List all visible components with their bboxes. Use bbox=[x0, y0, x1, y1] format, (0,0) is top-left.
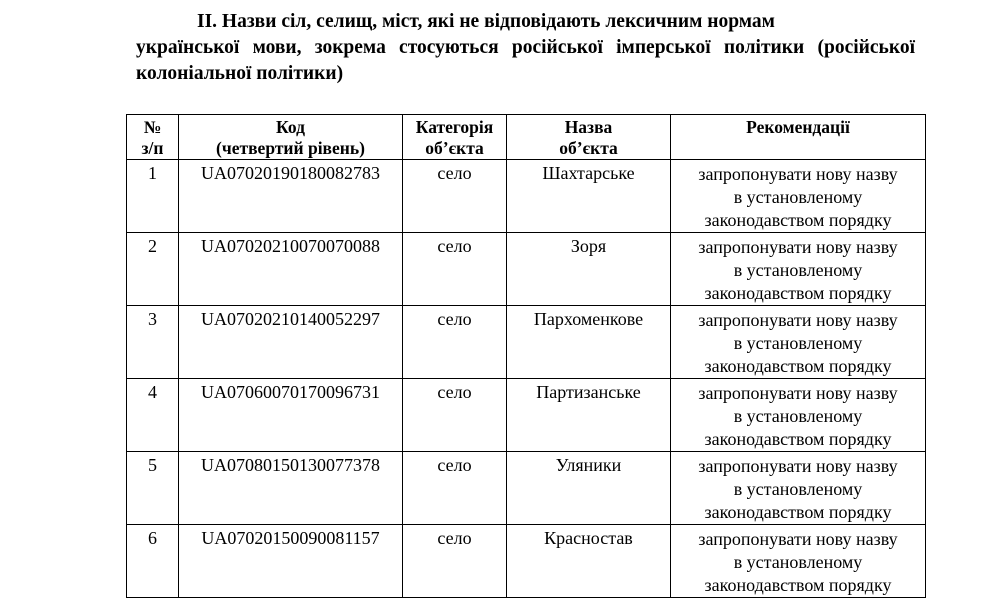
cell-number: 3 bbox=[127, 306, 179, 379]
cell-category: село bbox=[403, 452, 507, 525]
header-name-line-1: Назва bbox=[564, 117, 613, 137]
recommendation-line-3: законодавством порядку bbox=[704, 283, 892, 303]
cell-code: UA07080150130077378 bbox=[179, 452, 403, 525]
header-name-line-2: об’єкта bbox=[559, 138, 618, 158]
recommendation-line-3: законодавством порядку bbox=[704, 429, 892, 449]
recommendation-line-2: в установленому bbox=[733, 552, 863, 572]
table-row bbox=[127, 160, 926, 233]
recommendation-line-3: законодавством порядку bbox=[704, 356, 892, 376]
table-header-row bbox=[127, 115, 926, 160]
header-recommendation-label: Рекомендації bbox=[746, 117, 850, 137]
header-recommendation bbox=[671, 115, 926, 160]
cell-number: 6 bbox=[127, 525, 179, 598]
recommendation-line-3: законодавством порядку bbox=[704, 502, 892, 522]
header-code-line-1: Код bbox=[276, 117, 305, 137]
header-code-line-2: (четвертий рівень) bbox=[216, 138, 365, 158]
cell-number: 4 bbox=[127, 379, 179, 452]
table-row bbox=[127, 233, 926, 306]
cell-category: село bbox=[403, 306, 507, 379]
recommendation-line-2: в установленому bbox=[733, 406, 863, 426]
cell-recommendation bbox=[671, 379, 926, 452]
heading-line-1: ІІ. Назви сіл, селищ, міст, які не відповідають лексичним нормам bbox=[197, 11, 775, 32]
cell-category: село bbox=[403, 160, 507, 233]
cell-recommendation bbox=[671, 233, 926, 306]
cell-name: Уляники bbox=[507, 452, 671, 525]
table-row bbox=[127, 525, 926, 598]
cell-category: село bbox=[403, 379, 507, 452]
cell-code: UA07020150090081157 bbox=[179, 525, 403, 598]
recommendation-line-1: запропонувати нову назву bbox=[698, 310, 898, 330]
table-row bbox=[127, 379, 926, 452]
recommendation-line-3: законодавством порядку bbox=[704, 575, 892, 595]
section-heading bbox=[136, 9, 915, 87]
recommendation-line-1: запропонувати нову назву bbox=[698, 383, 898, 403]
cell-recommendation bbox=[671, 160, 926, 233]
cell-name: Шахтарське bbox=[507, 160, 671, 233]
recommendation-line-1: запропонувати нову назву bbox=[698, 529, 898, 549]
cell-name: Пархоменкове bbox=[507, 306, 671, 379]
recommendation-line-1: запропонувати нову назву bbox=[698, 456, 898, 476]
settlements-table bbox=[126, 114, 926, 598]
cell-recommendation bbox=[671, 525, 926, 598]
recommendation-line-2: в установленому bbox=[733, 333, 863, 353]
cell-category: село bbox=[403, 525, 507, 598]
cell-code: UA07060070170096731 bbox=[179, 379, 403, 452]
recommendation-line-2: в установленому bbox=[733, 479, 863, 499]
cell-code: UA07020210070070088 bbox=[179, 233, 403, 306]
table-row bbox=[127, 306, 926, 379]
cell-code: UA07020210140052297 bbox=[179, 306, 403, 379]
table-row bbox=[127, 452, 926, 525]
heading-line-3: (російської колоніальної політики) bbox=[136, 37, 916, 84]
header-category-line-1: Категорія bbox=[415, 117, 494, 137]
cell-number: 1 bbox=[127, 160, 179, 233]
header-category bbox=[403, 115, 507, 160]
cell-name: Красностав bbox=[507, 525, 671, 598]
header-category-line-2: об’єкта bbox=[425, 138, 484, 158]
recommendation-line-1: запропонувати нову назву bbox=[698, 237, 898, 257]
cell-number: 2 bbox=[127, 233, 179, 306]
recommendation-line-3: законодавством порядку bbox=[704, 210, 892, 230]
header-number bbox=[127, 115, 179, 160]
cell-category: село bbox=[403, 233, 507, 306]
recommendation-line-2: в установленому bbox=[733, 187, 863, 207]
header-number-line-2: з/п bbox=[141, 138, 164, 158]
cell-name: Зоря bbox=[507, 233, 671, 306]
cell-recommendation bbox=[671, 452, 926, 525]
cell-name: Партизанське bbox=[507, 379, 671, 452]
cell-code: UA07020190180082783 bbox=[179, 160, 403, 233]
cell-number: 5 bbox=[127, 452, 179, 525]
heading-line-2: української мови, зокрема стосуються російської імперської політики bbox=[136, 37, 805, 58]
recommendation-line-1: запропонувати нову назву bbox=[698, 164, 898, 184]
header-number-line-1: № bbox=[143, 117, 162, 137]
header-name bbox=[507, 115, 671, 160]
cell-recommendation bbox=[671, 306, 926, 379]
header-code bbox=[179, 115, 403, 160]
recommendation-line-2: в установленому bbox=[733, 260, 863, 280]
